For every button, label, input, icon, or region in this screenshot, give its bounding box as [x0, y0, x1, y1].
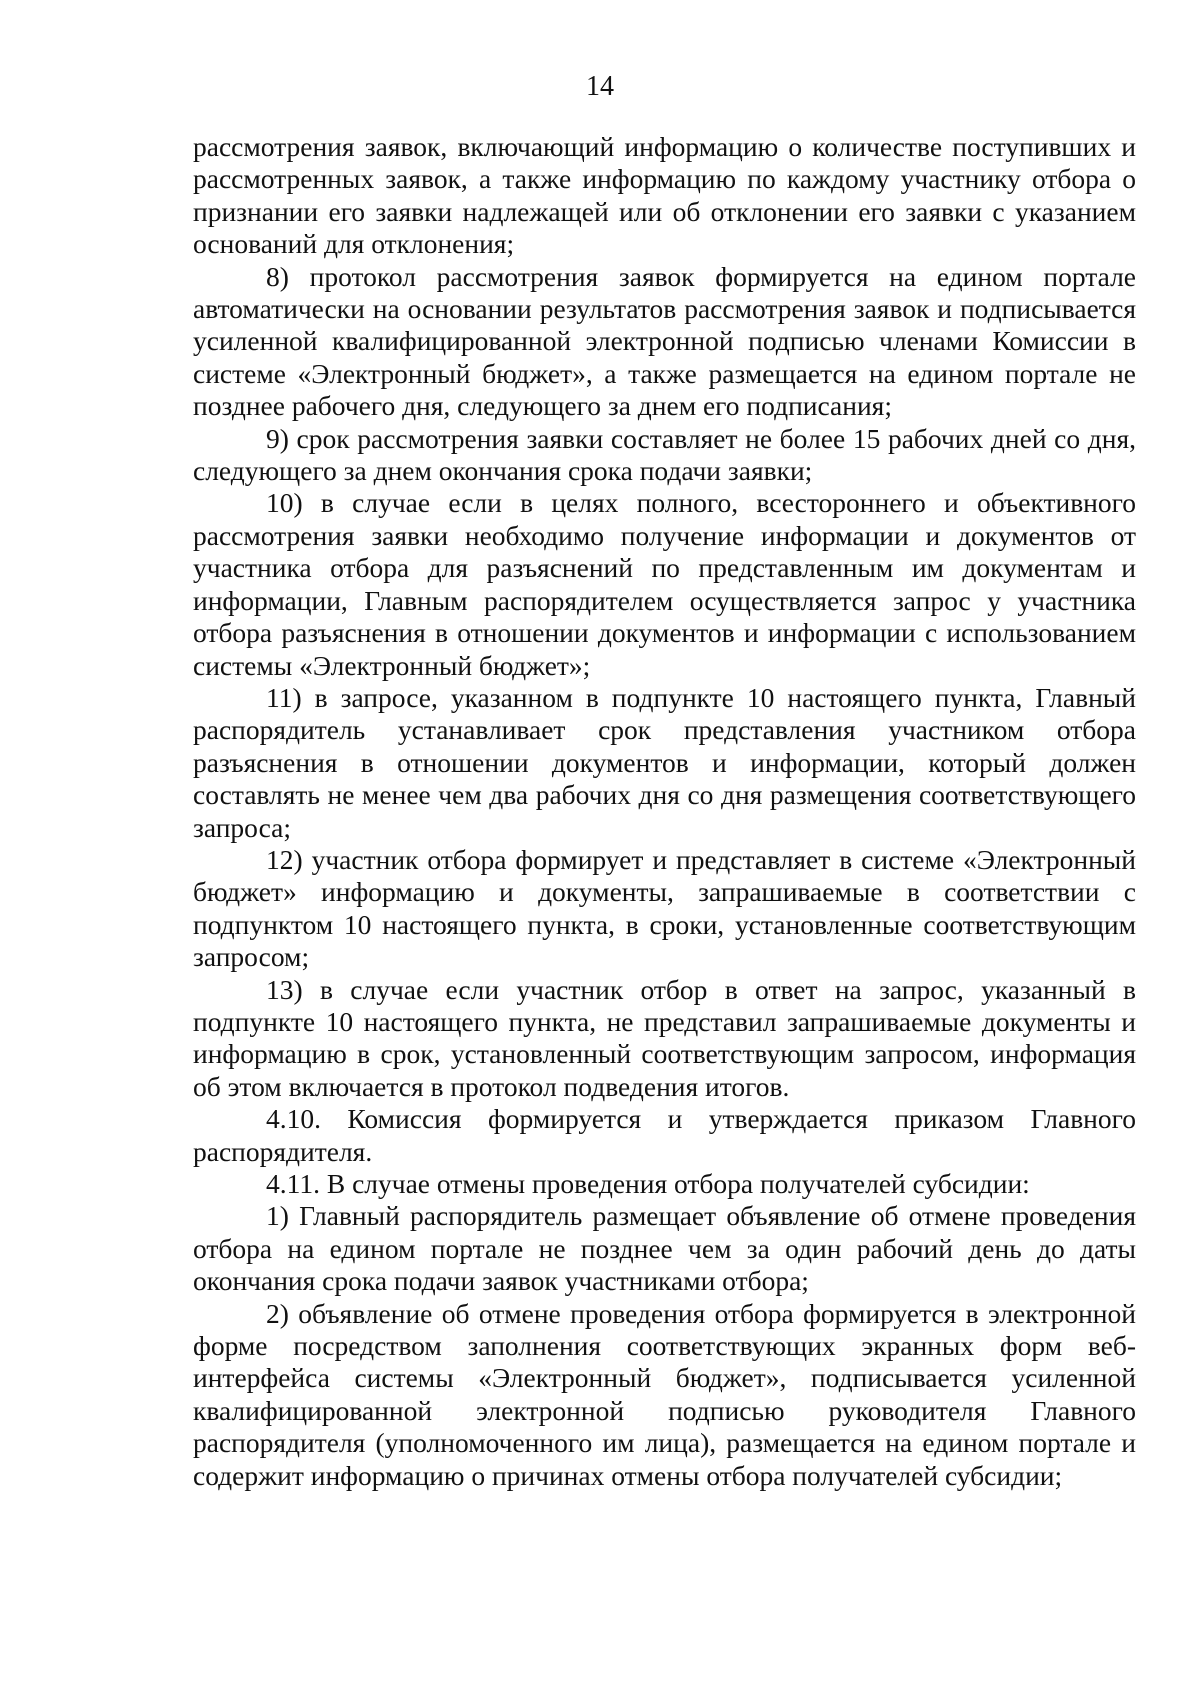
paragraph-4-10: 4.10. Комиссия формируется и утверждается приказом Главного распорядителя.	[193, 1103, 1136, 1167]
page-number: 14	[586, 71, 614, 102]
paragraph-item-12: 12) участник отбора формирует и представляет в системе «Электронный бюджет» информацию и документы, запрашиваемые в соответствии с подпунктом 10 настоящего пункта, в сроки, установленные соответствующим запросом;	[193, 843, 1136, 973]
paragraph-item-11: 11) в запросе, указанном в подпункте 10 настоящего пункта, Главный распорядитель устанавливает срок представления участником отбора разъяснения в отношении документов и информации, который должен составлять не менее чем два рабочих дня со дня размещения соответствующего запроса;	[193, 681, 1136, 843]
paragraph-4-11-item-1: 1) Главный распорядитель размещает объявление об отмене проведения отбора на едином портале не позднее чем за один рабочий день до даты окончания срока подачи заявок участниками отбора;	[193, 1200, 1136, 1297]
paragraph-item-10: 10) в случае если в целях полного, всестороннего и объективного рассмотрения заявки необходимо получение информации и документов от участника отбора для разъяснений по представленным им документам и информации, Главным распорядителем осуществляется запрос у участника отбора разъяснения в отношении документов и информации с использованием системы «Электронный бюджет»;	[193, 487, 1136, 681]
paragraph-4-11: 4.11. В случае отмены проведения отбора получателей субсидии:	[266, 1168, 1030, 1199]
paragraph-7-continuation: рассмотрения заявок, включающий информацию о количестве поступивших и рассмотренных заявок, а также информацию по каждому участнику отбора о признании его заявки надлежащей или об отклонении его заявки с указанием оснований для отклонения;	[193, 131, 1136, 260]
paragraph-item-9: 9) срок рассмотрения заявки составляет не более 15 рабочих дней со дня, следующего за днем окончания срока подачи заявки;	[193, 422, 1136, 487]
paragraph-4-11-item-2: 2) объявление об отмене проведения отбора формируется в электронной форме посредством заполнения соответствующих экранных форм веб-интерфейса системы «Электронный бюджет», подписывается усиленной квалифицированной электронной подписью руководителя Главного распорядителя (уполномоченного им лица), размещается на едином портале и содержит информацию о причинах отмены отбора получателей субсидии;	[193, 1297, 1136, 1491]
paragraph-item-13: 13) в случае если участник отбор в ответ на запрос, указанный в подпункте 10 настоящего пункта, не представил запрашиваемые документы и информацию в срок, установленный соответствующим запросом, информация об этом включается в протокол подведения итогов.	[193, 973, 1136, 1102]
document-body	[193, 131, 1136, 1492]
paragraph-item-8: 8) протокол рассмотрения заявок формируется на едином портале автоматически на основании результатов рассмотрения заявок и подписывается усиленной квалифицированной электронной подписью членами Комиссии в системе «Электронный бюджет», а также размещается на едином портале не позднее рабочего дня, следующего за днем его подписания;	[193, 260, 1136, 422]
